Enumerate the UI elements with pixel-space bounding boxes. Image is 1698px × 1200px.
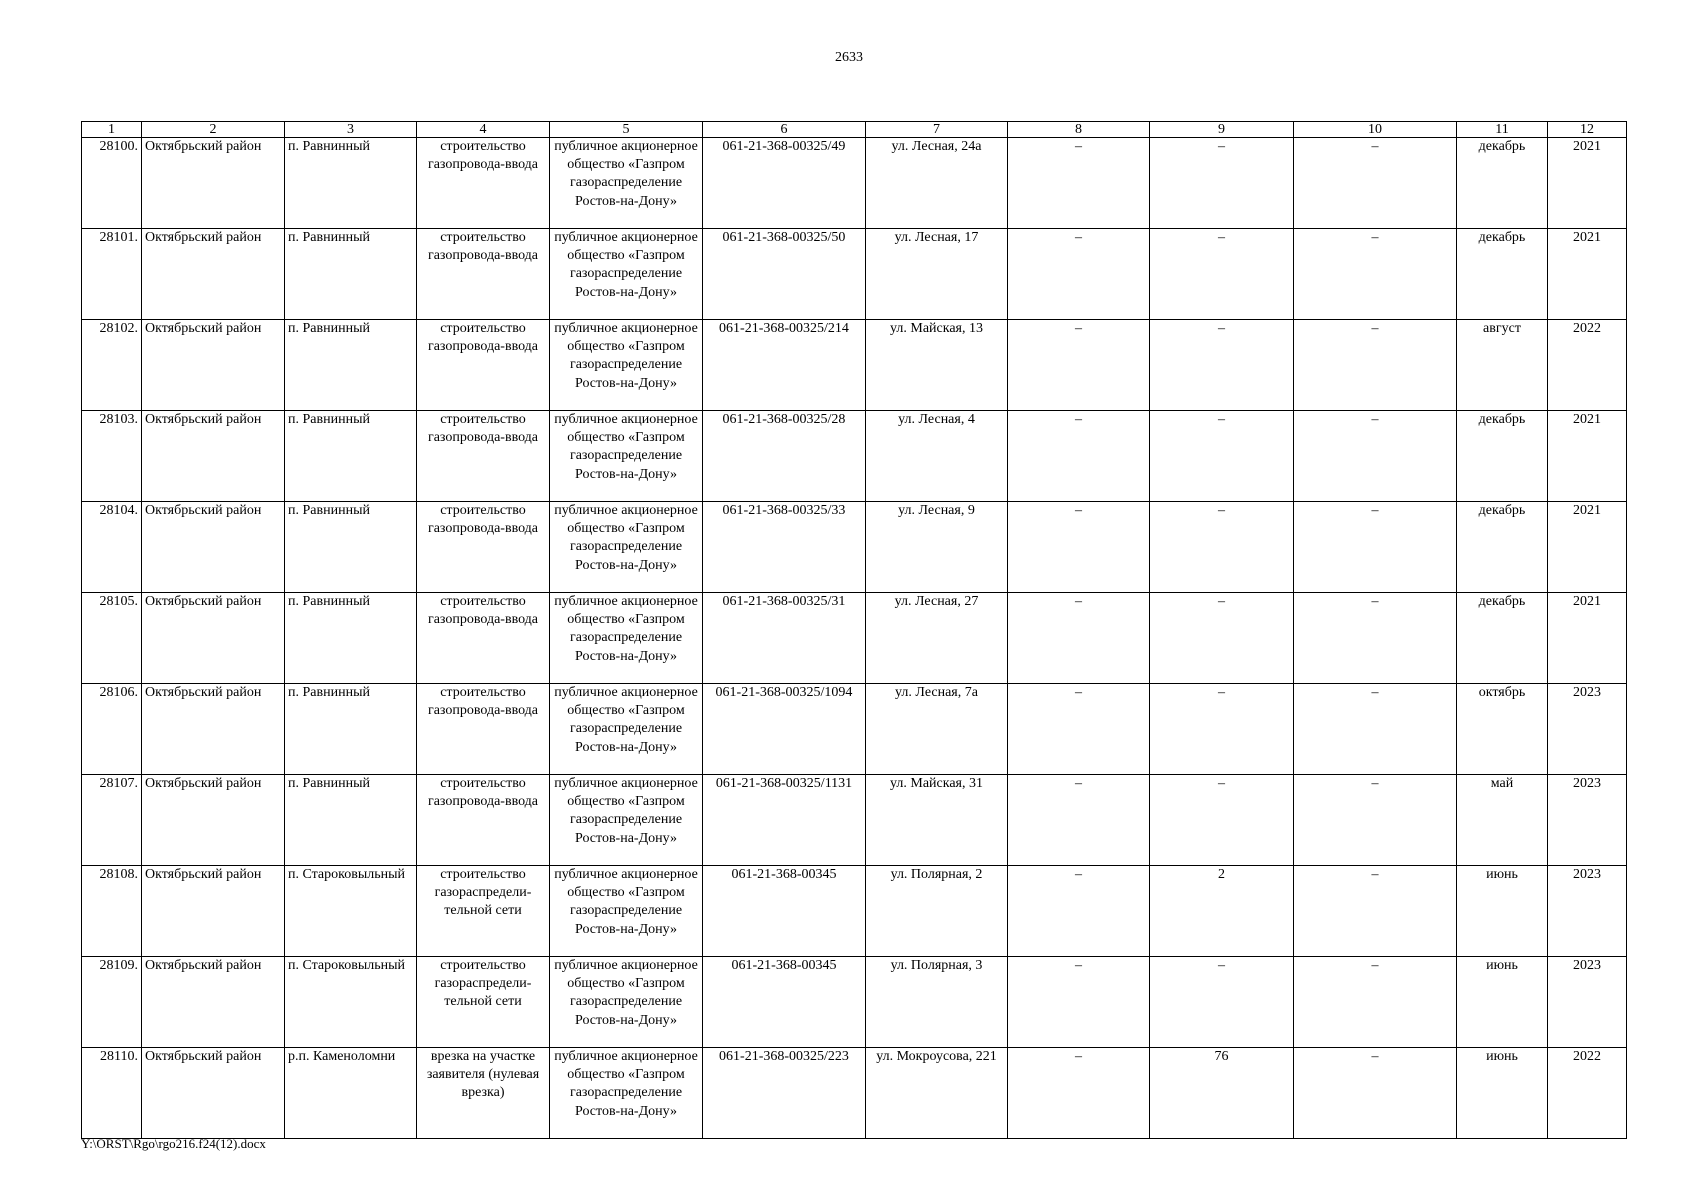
month-cell: август	[1457, 320, 1548, 411]
month-cell: декабрь	[1457, 138, 1548, 229]
work-type-cell: врезка на участке заявителя (нулевая врезка)	[417, 1048, 550, 1139]
code-cell: 061-21-368-00325/49	[703, 138, 866, 229]
address-cell: ул. Лесная, 7а	[866, 684, 1008, 775]
col9-cell: –	[1150, 320, 1294, 411]
file-path-footer: Y:\ORST\Rgo\rgo216.f24(12).docx	[81, 1136, 266, 1151]
table-row	[82, 320, 1627, 411]
code-cell: 061-21-368-00325/214	[703, 320, 866, 411]
organization-cell: публичное акционерное общество «Газпром газораспределение Ростов-на-Дону»	[550, 775, 703, 866]
col10-cell: –	[1294, 957, 1457, 1048]
table-row	[82, 1048, 1627, 1139]
district-cell: Октябрьский район	[142, 684, 285, 775]
month-cell: май	[1457, 775, 1548, 866]
month-cell: декабрь	[1457, 411, 1548, 502]
organization-cell: публичное акционерное общество «Газпром газораспределение Ростов-на-Дону»	[550, 229, 703, 320]
district-cell: Октябрьский район	[142, 320, 285, 411]
column-header: 12	[1548, 122, 1627, 138]
column-header: 6	[703, 122, 866, 138]
column-header: 2	[142, 122, 285, 138]
address-cell: ул. Лесная, 4	[866, 411, 1008, 502]
organization-cell: публичное акционерное общество «Газпром газораспределение Ростов-на-Дону»	[550, 684, 703, 775]
table-row	[82, 593, 1627, 684]
district-cell: Октябрьский район	[142, 866, 285, 957]
code-cell: 061-21-368-00325/50	[703, 229, 866, 320]
col9-cell: –	[1150, 957, 1294, 1048]
organization-cell: публичное акционерное общество «Газпром газораспределение Ростов-на-Дону»	[550, 411, 703, 502]
table-row	[82, 684, 1627, 775]
settlement-cell: п. Равнинный	[285, 684, 417, 775]
organization-cell: публичное акционерное общество «Газпром газораспределение Ростов-на-Дону»	[550, 957, 703, 1048]
settlement-cell: п. Равнинный	[285, 229, 417, 320]
organization-cell: публичное акционерное общество «Газпром газораспределение Ростов-на-Дону»	[550, 138, 703, 229]
code-cell: 061-21-368-00325/1131	[703, 775, 866, 866]
table-row	[82, 775, 1627, 866]
work-type-cell: строительство газопровода-ввода	[417, 502, 550, 593]
code-cell: 061-21-368-00325/1094	[703, 684, 866, 775]
address-cell: ул. Мокроусова, 221	[866, 1048, 1008, 1139]
settlement-cell: р.п. Каменоломни	[285, 1048, 417, 1139]
address-cell: ул. Полярная, 3	[866, 957, 1008, 1048]
col10-cell: –	[1294, 138, 1457, 229]
column-header: 9	[1150, 122, 1294, 138]
settlement-cell: п. Равнинный	[285, 411, 417, 502]
col9-cell: –	[1150, 593, 1294, 684]
col8-cell: –	[1008, 593, 1150, 684]
district-cell: Октябрьский район	[142, 593, 285, 684]
column-header: 7	[866, 122, 1008, 138]
row-number: 28110.	[82, 1048, 142, 1139]
district-cell: Октябрьский район	[142, 411, 285, 502]
year-cell: 2023	[1548, 684, 1627, 775]
page-number: 2633	[835, 50, 863, 65]
col8-cell: –	[1008, 229, 1150, 320]
year-cell: 2023	[1548, 775, 1627, 866]
work-type-cell: строительство газопровода-ввода	[417, 229, 550, 320]
row-number: 28105.	[82, 593, 142, 684]
data-table	[81, 121, 1627, 1139]
month-cell: июнь	[1457, 957, 1548, 1048]
work-type-cell: строительство газопровода-ввода	[417, 775, 550, 866]
settlement-cell: п. Староковыльный	[285, 957, 417, 1048]
year-cell: 2021	[1548, 411, 1627, 502]
col9-cell: 76	[1150, 1048, 1294, 1139]
column-header: 8	[1008, 122, 1150, 138]
settlement-cell: п. Равнинный	[285, 502, 417, 593]
col8-cell: –	[1008, 138, 1150, 229]
column-header: 5	[550, 122, 703, 138]
col9-cell: 2	[1150, 866, 1294, 957]
col9-cell: –	[1150, 411, 1294, 502]
table-row	[82, 138, 1627, 229]
district-cell: Октябрьский район	[142, 138, 285, 229]
settlement-cell: п. Равнинный	[285, 775, 417, 866]
col10-cell: –	[1294, 502, 1457, 593]
row-number: 28100.	[82, 138, 142, 229]
col8-cell: –	[1008, 502, 1150, 593]
settlement-cell: п. Староковыльный	[285, 866, 417, 957]
code-cell: 061-21-368-00325/31	[703, 593, 866, 684]
month-cell: декабрь	[1457, 229, 1548, 320]
month-cell: декабрь	[1457, 502, 1548, 593]
settlement-cell: п. Равнинный	[285, 320, 417, 411]
year-cell: 2021	[1548, 502, 1627, 593]
col10-cell: –	[1294, 775, 1457, 866]
col9-cell: –	[1150, 138, 1294, 229]
row-number: 28108.	[82, 866, 142, 957]
year-cell: 2023	[1548, 957, 1627, 1048]
col10-cell: –	[1294, 1048, 1457, 1139]
work-type-cell: строительство газораспредели-тельной сети	[417, 866, 550, 957]
col8-cell: –	[1008, 775, 1150, 866]
table-row	[82, 502, 1627, 593]
row-number: 28109.	[82, 957, 142, 1048]
year-cell: 2022	[1548, 320, 1627, 411]
column-number-row	[82, 122, 1627, 138]
column-header: 3	[285, 122, 417, 138]
col10-cell: –	[1294, 229, 1457, 320]
settlement-cell: п. Равнинный	[285, 138, 417, 229]
col10-cell: –	[1294, 593, 1457, 684]
year-cell: 2022	[1548, 1048, 1627, 1139]
col9-cell: –	[1150, 775, 1294, 866]
district-cell: Октябрьский район	[142, 229, 285, 320]
row-number: 28107.	[82, 775, 142, 866]
organization-cell: публичное акционерное общество «Газпром газораспределение Ростов-на-Дону»	[550, 593, 703, 684]
column-header: 4	[417, 122, 550, 138]
col8-cell: –	[1008, 684, 1150, 775]
row-number: 28103.	[82, 411, 142, 502]
table-row	[82, 957, 1627, 1048]
address-cell: ул. Лесная, 24а	[866, 138, 1008, 229]
work-type-cell: строительство газопровода-ввода	[417, 138, 550, 229]
work-type-cell: строительство газопровода-ввода	[417, 684, 550, 775]
row-number: 28104.	[82, 502, 142, 593]
address-cell: ул. Лесная, 9	[866, 502, 1008, 593]
column-header: 1	[82, 122, 142, 138]
work-type-cell: строительство газораспредели-тельной сети	[417, 957, 550, 1048]
col9-cell: –	[1150, 684, 1294, 775]
organization-cell: публичное акционерное общество «Газпром газораспределение Ростов-на-Дону»	[550, 866, 703, 957]
table-row	[82, 411, 1627, 502]
row-number: 28101.	[82, 229, 142, 320]
code-cell: 061-21-368-00345	[703, 866, 866, 957]
work-type-cell: строительство газопровода-ввода	[417, 411, 550, 502]
address-cell: ул. Майская, 13	[866, 320, 1008, 411]
code-cell: 061-21-368-00345	[703, 957, 866, 1048]
district-cell: Октябрьский район	[142, 502, 285, 593]
district-cell: Октябрьский район	[142, 957, 285, 1048]
col10-cell: –	[1294, 866, 1457, 957]
row-number: 28106.	[82, 684, 142, 775]
col10-cell: –	[1294, 320, 1457, 411]
settlement-cell: п. Равнинный	[285, 593, 417, 684]
col8-cell: –	[1008, 957, 1150, 1048]
district-cell: Октябрьский район	[142, 775, 285, 866]
district-cell: Октябрьский район	[142, 1048, 285, 1139]
address-cell: ул. Полярная, 2	[866, 866, 1008, 957]
month-cell: декабрь	[1457, 593, 1548, 684]
col8-cell: –	[1008, 320, 1150, 411]
month-cell: июнь	[1457, 1048, 1548, 1139]
table-row	[82, 866, 1627, 957]
address-cell: ул. Майская, 31	[866, 775, 1008, 866]
code-cell: 061-21-368-00325/223	[703, 1048, 866, 1139]
year-cell: 2021	[1548, 229, 1627, 320]
col10-cell: –	[1294, 684, 1457, 775]
col8-cell: –	[1008, 1048, 1150, 1139]
column-header: 10	[1294, 122, 1457, 138]
col10-cell: –	[1294, 411, 1457, 502]
col8-cell: –	[1008, 411, 1150, 502]
year-cell: 2021	[1548, 138, 1627, 229]
code-cell: 061-21-368-00325/28	[703, 411, 866, 502]
organization-cell: публичное акционерное общество «Газпром газораспределение Ростов-на-Дону»	[550, 502, 703, 593]
table-row	[82, 229, 1627, 320]
work-type-cell: строительство газопровода-ввода	[417, 593, 550, 684]
month-cell: июнь	[1457, 866, 1548, 957]
col8-cell: –	[1008, 866, 1150, 957]
col9-cell: –	[1150, 502, 1294, 593]
year-cell: 2023	[1548, 866, 1627, 957]
column-header: 11	[1457, 122, 1548, 138]
month-cell: октябрь	[1457, 684, 1548, 775]
code-cell: 061-21-368-00325/33	[703, 502, 866, 593]
organization-cell: публичное акционерное общество «Газпром газораспределение Ростов-на-Дону»	[550, 320, 703, 411]
address-cell: ул. Лесная, 17	[866, 229, 1008, 320]
row-number: 28102.	[82, 320, 142, 411]
year-cell: 2021	[1548, 593, 1627, 684]
organization-cell: публичное акционерное общество «Газпром газораспределение Ростов-на-Дону»	[550, 1048, 703, 1139]
work-type-cell: строительство газопровода-ввода	[417, 320, 550, 411]
address-cell: ул. Лесная, 27	[866, 593, 1008, 684]
col9-cell: –	[1150, 229, 1294, 320]
